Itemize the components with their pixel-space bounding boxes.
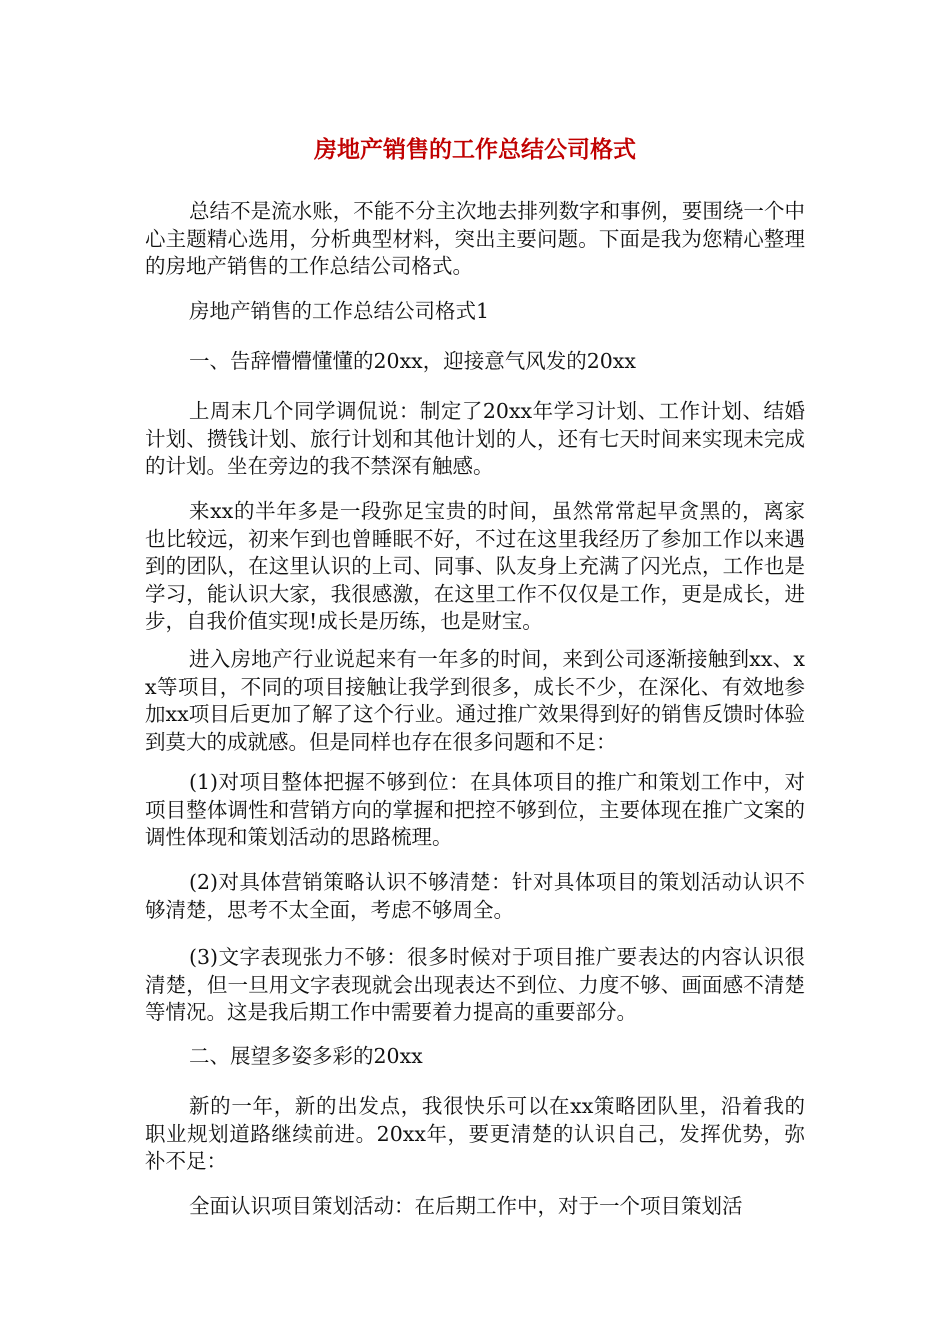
paragraph-list-item: (2)对具体营销策略认识不够清楚：针对具体项目的策划活动认识不够清楚，思考不太全面，考虑不够周全。 — [145, 870, 805, 922]
paragraph-body: 来xx的半年多是一段弥足宝贵的时间，虽然常常起早贪黑的，离家也比较远，初来乍到也曾睡眠不好，不过在这里我经历了参加工作以来遇到的团队，在这里认识的上司、同事、队友身上充满了闪光点，工作也是学习，能认识大家，我很感激，在这里工作不仅仅是工作，更是成长，进步，自我价值实现!成长是历练，也是财宝。 — [145, 499, 805, 633]
paragraph-body: 全面认识项目策划活动：在后期工作中，对于一个项目策划活 — [189, 1194, 743, 1218]
paragraph-intro: 总结不是流水账，不能不分主次地去排列数字和事例，要围绕一个中心主题精心选用，分析典型材料，突出主要问题。下面是我为您精心整理的房地产销售的工作总结公司格式。 — [145, 199, 805, 278]
paragraph-heading-one: 一、告辞懵懵懂懂的20xx，迎接意气风发的20xx — [189, 349, 636, 373]
paragraph-body: 新的一年，新的出发点，我很快乐可以在xx策略团队里，沿着我的职业规划道路继续前进。20xx年，要更清楚的认识自己，发挥优势，弥补不足： — [145, 1094, 805, 1173]
paragraph-body: 进入房地产行业说起来有一年多的时间，来到公司逐渐接触到xx、xx等项目，不同的项目接触让我学到很多，成长不少，在深化、有效地参加xx项目后更加了解了这个行业。通过推广效果得到好的销售反馈时体验到莫大的成就感。但是同样也存在很多问题和不足： — [145, 647, 805, 754]
paragraph-heading-two: 二、展望多姿多彩的20xx — [189, 1044, 423, 1068]
document-title: 房地产销售的工作总结公司格式 — [314, 137, 636, 163]
document-page — [145, 0, 805, 1344]
paragraph-body: 上周末几个同学调侃说：制定了20xx年学习计划、工作计划、结婚计划、攒钱计划、旅行计划和其他计划的人，还有七天时间来实现未完成的计划。坐在旁边的我不禁深有触感。 — [145, 399, 805, 478]
paragraph-section-heading: 房地产销售的工作总结公司格式1 — [189, 299, 490, 323]
paragraph-list-item: (3)文字表现张力不够：很多时候对于项目推广要表达的内容认识很清楚，但一旦用文字表现就会出现表达不到位、力度不够、画面感不清楚等情况。这是我后期工作中需要着力提高的重要部分。 — [145, 945, 805, 1024]
paragraph-list-item: (1)对项目整体把握不够到位：在具体项目的推广和策划工作中，对项目整体调性和营销方向的掌握和把控不够到位，主要体现在推广文案的调性体现和策划活动的思路梳理。 — [145, 770, 805, 849]
